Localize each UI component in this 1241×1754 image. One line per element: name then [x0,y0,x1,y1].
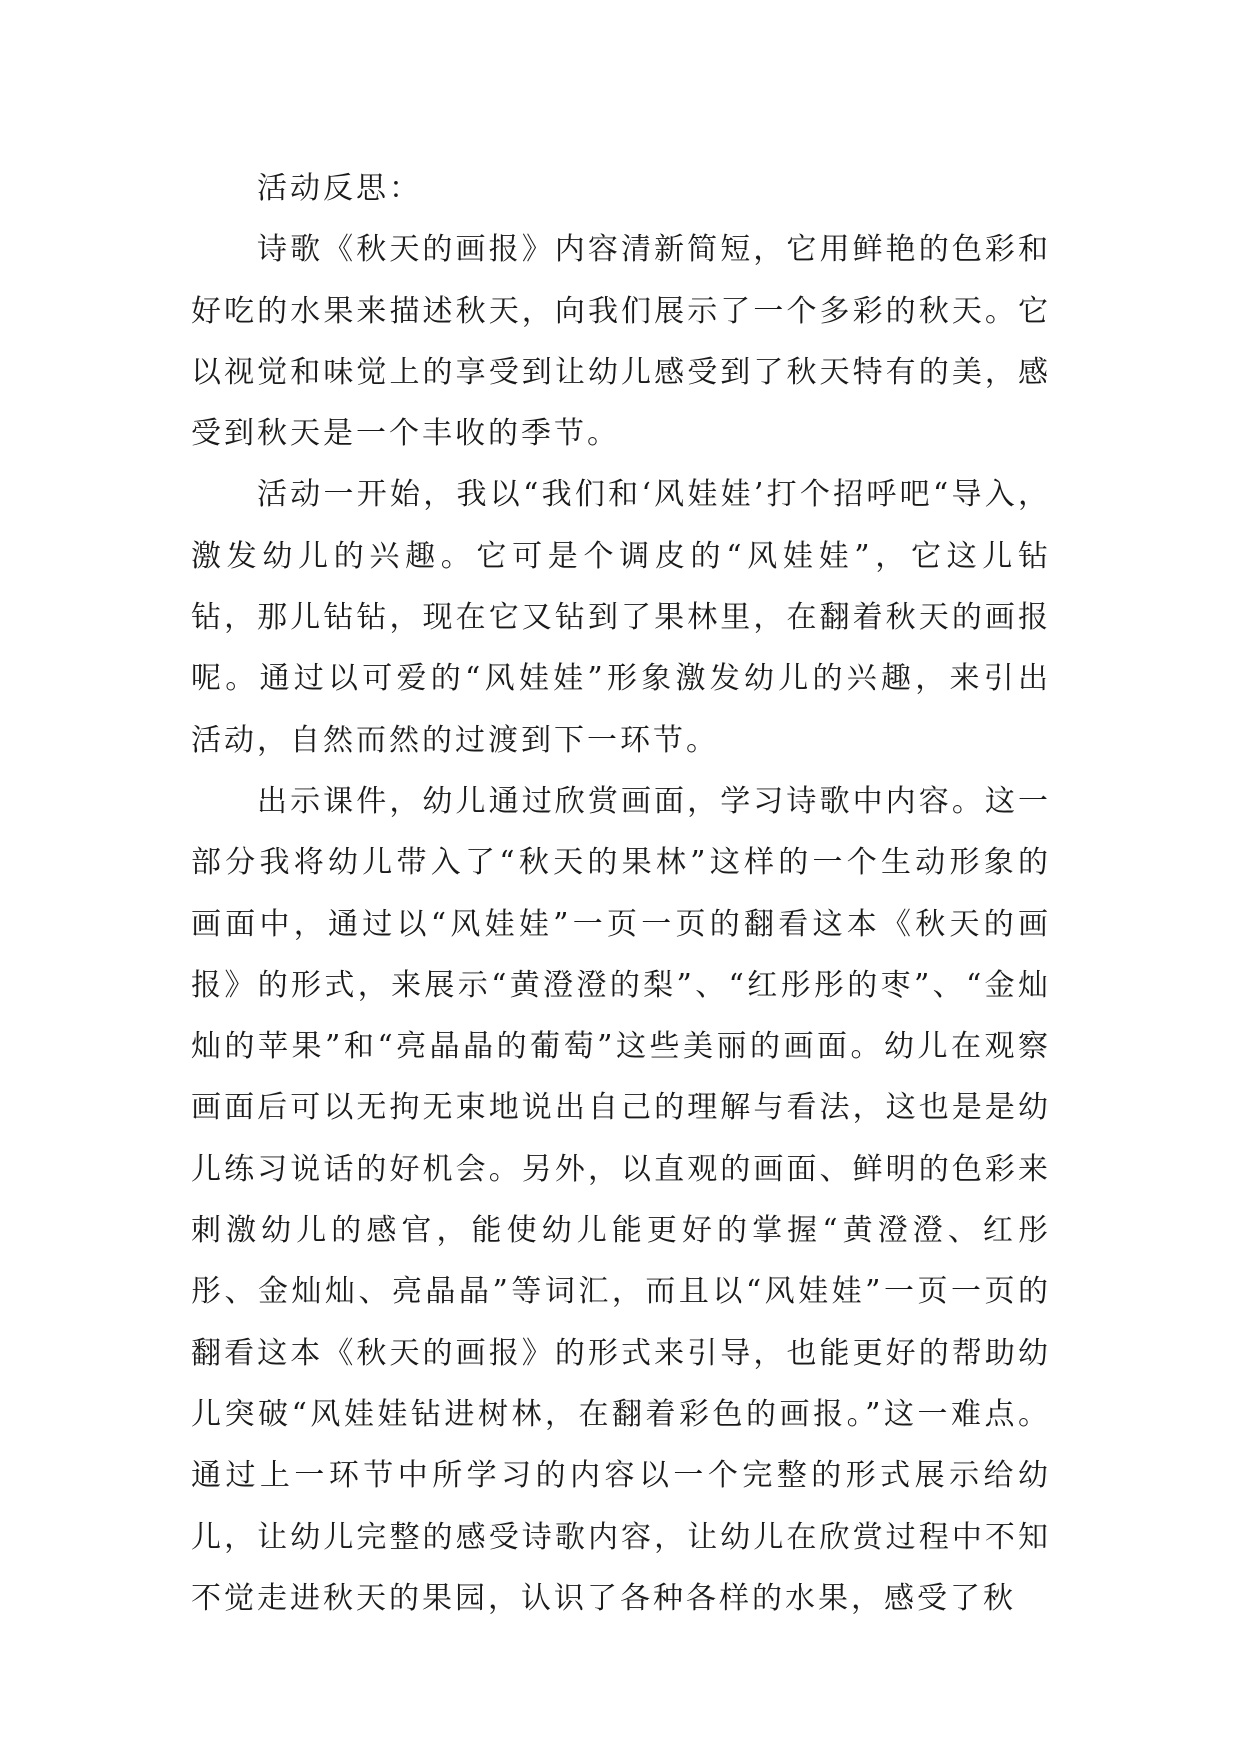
paragraph-courseware: 出示课件，幼儿通过欣赏画面，学习诗歌中内容。这一部分我将幼儿带入了“秋天的果林”这样的一个生动形象的画面中，通过以“风娃娃”一页一页的翻看这本《秋天的画报》的形式，来展示“黄澄澄的梨”、“红彤彤的枣”、“金灿灿的苹果”和“亮晶晶的葡萄”这些美丽的画面。幼儿在观察画面后可以无拘无束地说出自己的理解与看法，这也是是幼儿练习说话的好机会。另外，以直观的画面、鲜明的色彩来刺激幼儿的感官，能使幼儿能更好的掌握“黄澄澄、红彤彤、金灿灿、亮晶晶”等词汇，而且以“风娃娃”一页一页的翻看这本《秋天的画报》的形式来引导，也能更好的帮助幼儿突破“风娃娃钻进树林，在翻着彩色的画报。”这一难点。通过上一环节中所学习的内容以一个完整的形式展示给幼儿，让幼儿完整的感受诗歌内容，让幼儿在欣赏过程中不知不觉走进秋天的果园，认识了各种各样的水果，感受了秋 [191,783,1051,1616]
paragraph-activity-opening: 活动一开始，我以“我们和‘风娃娃’打个招呼吧“导入，激发幼儿的兴趣。它可是个调皮的“风娃娃”，它这儿钻钻，那儿钻钻，现在它又钻到了果林里，在翻着秋天的画报呢。通过以可爱的“风娃娃”形象激发幼儿的兴趣，来引出活动，自然而然的过渡到下一环节。 [191,477,1051,758]
document-page [191,158,1051,1629]
section-heading: 活动反思： [257,171,422,206]
paragraph-poem-summary: 诗歌《秋天的画报》内容清新简短，它用鲜艳的色彩和好吃的水果来描述秋天，向我们展示了一个多彩的秋天。它以视觉和味觉上的享受到让幼儿感受到了秋天特有的美，感受到秋天是一个丰收的季节。 [191,232,1051,452]
